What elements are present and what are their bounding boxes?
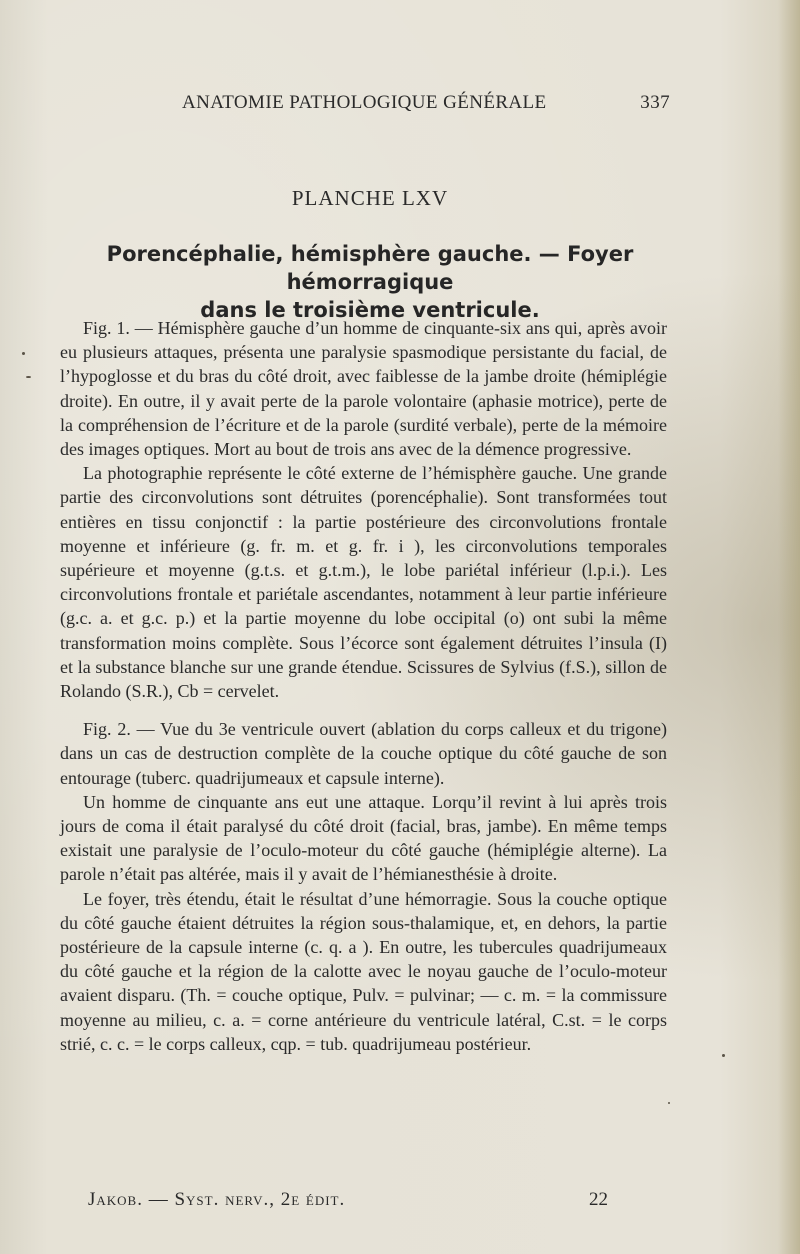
- paragraph-fig2-case: Un homme de cinquante ans eut une attaque. Lorqu’il revint à lui après trois jours de coma il était paralysé du côté droit (facial, bras, jambe). En même temps existait une paralysie de l’oculo-moteur du côté gauche (hémiplégie alterne). La parole n’était pas altérée, mais il y avait de l’hémianesthésie à droite.: [60, 791, 667, 885]
- plate-subtitle: [60, 240, 680, 324]
- paper-speck: [22, 352, 25, 355]
- page-edge-shadow: [778, 0, 800, 1254]
- paragraph-fig1-description: La photographie représente le côté externe de l’hémisphère gauche. Une grande partie des circonvolutions sont détruites (porencéphalie). Sont transformées tout entières en tissu conjonctif : la partie postérieure des circonvolutions frontale moyenne et inférieure (g. fr. m. et g. fr. i ), les circonvolutions temporales supérieure et moyenne (g.t.s. et g.t.m.), le lobe pariétal inférieur (l.p.i.). Les circonvolutions frontale et pariétale ascendantes, notamment à leur partie inférieure (g.c. a. et g.c. p.) et la partie moyenne du lobe occipital (o) ont subi la même transformation moins complète. Sous l’écorce sont également détruites l’insula (I) et la substance blanche sur une grande étendue. Scissures de Sylvius (f.S.), sillon de Rolando (S.R.), Cb = cervelet.: [60, 463, 667, 702]
- footer-signature: Jakob. — Syst. nerv., 2e édit.: [88, 1189, 346, 1210]
- subtitle-line-1: Porencéphalie, hémisphère gauche. — Foyer hémorragique: [106, 242, 634, 294]
- subtitle-line-2: dans le troisième ventricule.: [200, 298, 540, 322]
- page-number: 337: [640, 92, 670, 113]
- paper-speck: [668, 1102, 670, 1104]
- plate-title: PLANCHE LXV: [291, 186, 449, 210]
- running-head-title: ANATOMIE PATHOLOGIQUE GÉNÉRALE: [182, 92, 547, 113]
- paragraph-fig1-case: Fig. 1. — Hémisphère gauche d’un homme de cinquante-six ans qui, après avoir eu plusieurs attaques, présenta une paralysie spasmodique persistante du facial, de l’hypoglosse et du bras du côté droit, avec faiblesse de la jambe droite (hémiplégie droite). En outre, il y avait perte de la parole volontaire (aphasie motrice), perte de la compréhension de l’écriture et de la parole (surdité verbale), perte de la mémoire des images optiques. Mort au bout de trois ans avec de la démence progressive.: [60, 318, 667, 460]
- sheet-number: 22: [589, 1189, 608, 1210]
- paper-speck: [26, 376, 31, 378]
- paper-speck: [722, 1054, 725, 1057]
- paragraph-fig2-intro: Fig. 2. — Vue du 3e ventricule ouvert (ablation du corps calleux et du trigone) dans un cas de destruction complète de la couche optique du côté gauche de son entourage (tuberc. quadrijumeaux et capsule interne).: [60, 719, 667, 788]
- paragraph-fig2-lesion: Le foyer, très étendu, était le résultat d’une hémorragie. Sous la couche optique du côté gauche étaient détruites la région sous-thalamique, et, en dehors, la partie postérieure de la capsule interne (c. q. a ). En outre, les tubercules quadrijumeaux du côté gauche et la région de la calotte avec le noyau gauche de l’oculo-moteur avaient disparu. (Th. = couche optique, Pulv. = pulvinar; — c. m. = la commissure moyenne au milieu, c. a. = corne antérieure du ventricule latéral, C.st. = le corps strié, c. c. = le corps calleux, cqp. = tub. quadrijumeau postérieur.: [60, 888, 667, 1054]
- body-text: [60, 316, 667, 1056]
